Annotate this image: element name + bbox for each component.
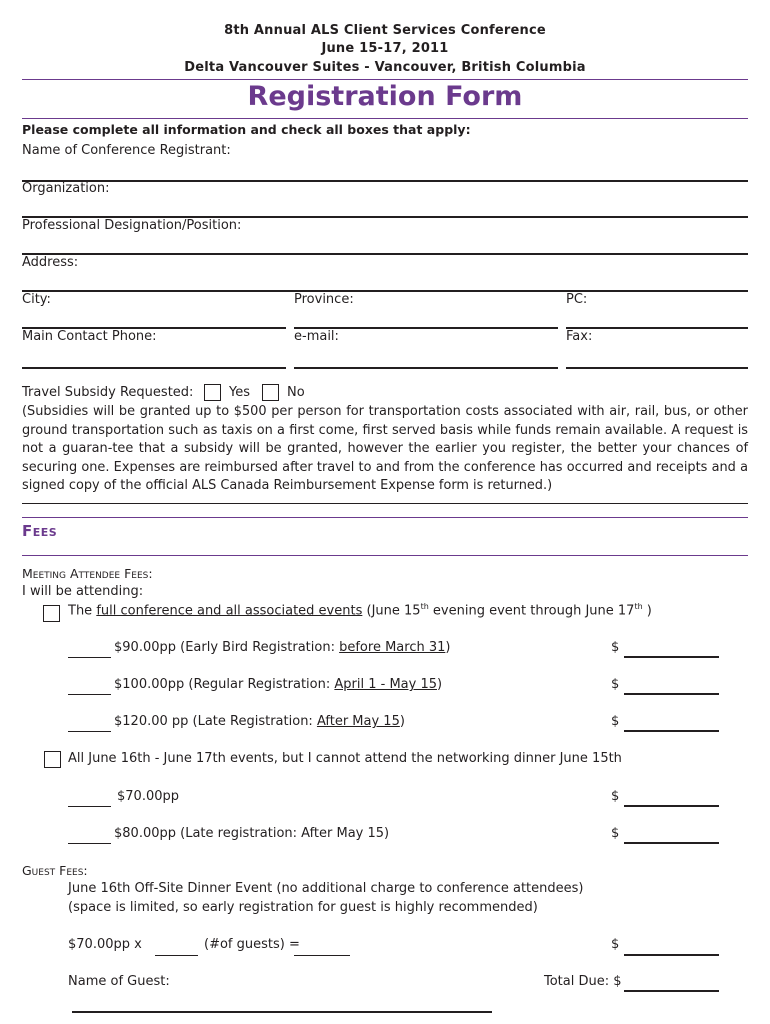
designation-label: Professional Designation/Position:	[22, 218, 242, 233]
pc-label: PC:	[566, 292, 588, 307]
early-bird-option: $90.00pp (Early Bird Registration: before March 31)	[114, 640, 451, 655]
partial-late-amount-field[interactable]	[624, 842, 719, 844]
travel-no-checkbox[interactable]	[262, 384, 279, 401]
registrant-label: Name of Conference Registrant:	[22, 143, 231, 158]
email-field[interactable]	[294, 367, 558, 369]
early-bird-amount-field[interactable]	[624, 656, 719, 658]
title-divider	[22, 118, 748, 119]
partial-regular-qty-field[interactable]	[68, 806, 111, 807]
guest-currency: $	[611, 937, 620, 952]
travel-subsidy-label: Travel Subsidy Requested:	[22, 385, 194, 400]
partial-regular-amount-field[interactable]	[624, 805, 719, 807]
province-label: Province:	[294, 292, 354, 307]
fees-divider-top	[22, 517, 748, 518]
partial-late-option: $80.00pp (Late registration: After May 15)	[114, 826, 390, 841]
conference-venue: Delta Vancouver Suites - Vancouver, British Columbia	[184, 60, 586, 75]
fax-label: Fax:	[566, 329, 593, 344]
full-conference-option: The full conference and all associated events (June 15th evening event through June 17th )	[68, 602, 652, 619]
regular-option: $100.00pp (Regular Registration: April 1 - May 15)	[114, 677, 443, 692]
conference-dates: June 15-17, 2011	[321, 41, 449, 56]
late-option: $120.00 pp (Late Registration: After May 15)	[114, 714, 405, 729]
full-conference-text: full conference and all associated events	[96, 603, 363, 619]
total-due-label: Total Due: $	[544, 974, 622, 989]
phone-field[interactable]	[22, 367, 286, 369]
guest-name-field[interactable]	[72, 1011, 492, 1013]
instructions: Please complete all information and check all boxes that apply:	[22, 122, 471, 137]
designation-field[interactable]	[22, 253, 748, 255]
meeting-fees-heading: Meeting Attendee Fees:	[22, 566, 153, 581]
header-divider	[22, 79, 748, 80]
conference-name: 8th Annual ALS Client Services Conference	[224, 23, 546, 38]
late-qty-field[interactable]	[68, 731, 111, 732]
fees-heading: Fees	[22, 522, 58, 540]
city-label: City:	[22, 292, 51, 307]
partial-late-qty-field[interactable]	[68, 843, 111, 844]
guest-price-label: $70.00pp x	[68, 937, 142, 952]
partial-late-currency: $	[611, 826, 620, 841]
partial-regular-currency: $	[611, 789, 620, 804]
regular-currency: $	[611, 677, 620, 692]
organization-label: Organization:	[22, 181, 110, 196]
travel-yes-checkbox[interactable]	[204, 384, 221, 401]
section-divider	[22, 503, 748, 504]
guest-event-note: (space is limited, so early registration for guest is highly recommended)	[68, 900, 538, 915]
registrant-field[interactable]	[22, 180, 748, 182]
guest-name-label: Name of Guest:	[68, 974, 170, 989]
full-conference-checkbox[interactable]	[43, 605, 60, 622]
travel-yes-label: Yes	[229, 385, 250, 400]
address-label: Address:	[22, 255, 79, 270]
late-currency: $	[611, 714, 620, 729]
phone-label: Main Contact Phone:	[22, 329, 157, 344]
partial-regular-option: $70.00pp	[117, 789, 179, 804]
attending-label: I will be attending:	[22, 584, 144, 599]
fees-divider-bottom	[22, 555, 748, 556]
guest-fees-heading: Guest Fees:	[22, 863, 88, 878]
fax-field[interactable]	[566, 367, 748, 369]
travel-no-label: No	[287, 385, 305, 400]
guest-count-label: (#of guests) =	[204, 937, 300, 952]
early-bird-qty-field[interactable]	[68, 657, 111, 658]
guest-subtotal-field[interactable]	[294, 955, 350, 956]
page-title: Registration Form	[247, 81, 523, 112]
regular-amount-field[interactable]	[624, 693, 719, 695]
guest-amount-field[interactable]	[624, 954, 719, 956]
late-amount-field[interactable]	[624, 730, 719, 732]
early-bird-currency: $	[611, 640, 620, 655]
guest-count-field[interactable]	[155, 955, 198, 956]
regular-qty-field[interactable]	[68, 694, 111, 695]
partial-attendance-checkbox[interactable]	[44, 751, 61, 768]
total-due-field[interactable]	[624, 990, 719, 992]
pc-field[interactable]	[566, 327, 748, 329]
travel-subsidy-note: (Subsidies will be granted up to $500 per person for transportation costs associated with air, rail, bus, or other ground transportation such as taxis on a first come, first served basis while funds remain available. A request is not a guaran-tee that a subsidy will be granted, however the earlier you register, the better your chances of securing one. Expenses are reimbursed after travel to and from the conference has occurred and receipts and a signed copy of the official ALS Canada Reimbursement Expense form is returned.)	[22, 404, 748, 494]
guest-event-description: June 16th Off-Site Dinner Event (no additional charge to conference attendees)	[68, 881, 584, 896]
email-label: e-mail:	[294, 329, 339, 344]
partial-attendance-option: All June 16th - June 17th events, but I cannot attend the networking dinner June 15th	[68, 751, 622, 766]
address-field[interactable]	[22, 290, 748, 292]
